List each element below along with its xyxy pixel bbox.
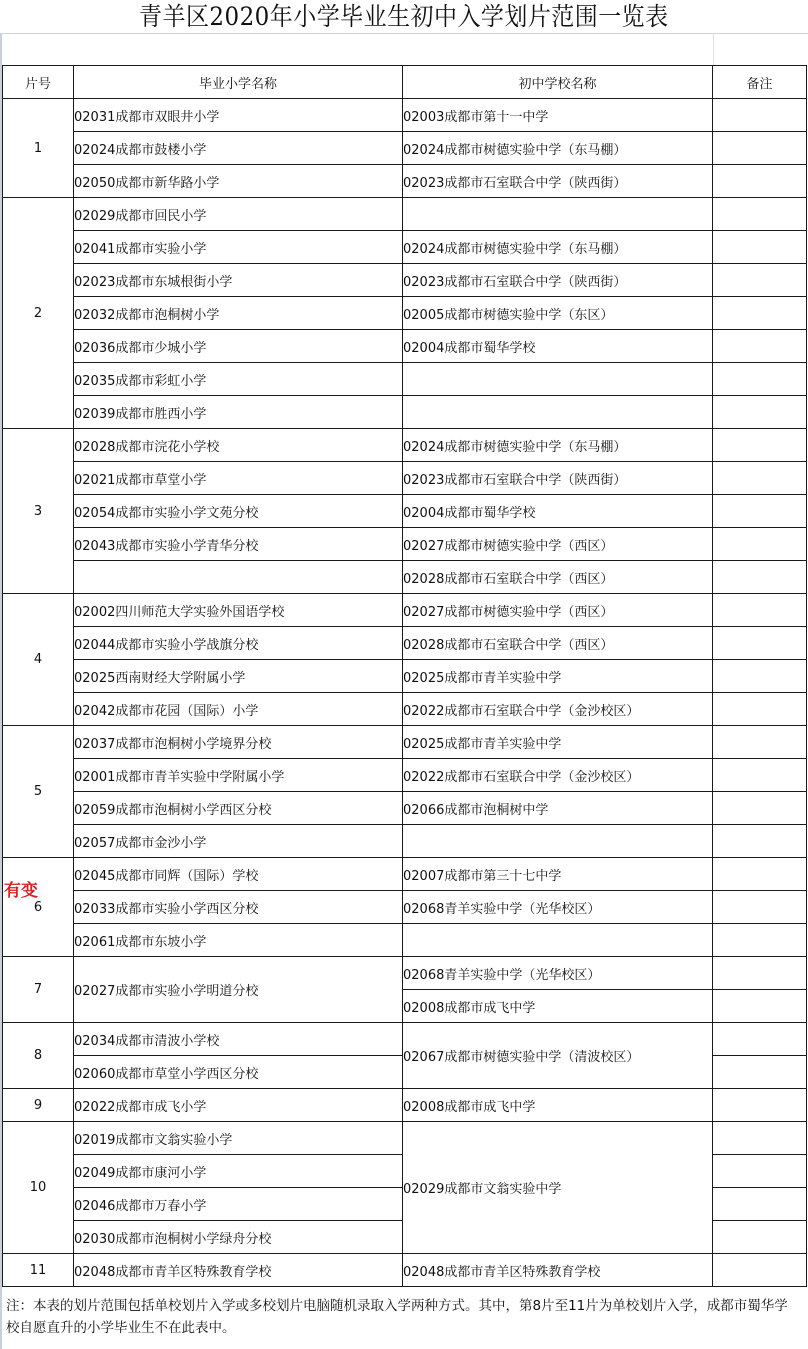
primary-school-cell: 02002四川师范大学实验外国语学校 — [74, 594, 403, 627]
table-row — [3, 297, 807, 330]
middle-school-cell: 02066成都市泡桐树中学 — [403, 792, 713, 825]
remark-cell — [713, 1155, 807, 1188]
pian-number-cell — [3, 99, 74, 198]
primary-school-cell: 02036成都市少城小学 — [74, 330, 403, 363]
primary-school-cell: 02044成都市实验小学战旗分校 — [74, 627, 403, 660]
remark-cell — [713, 297, 807, 330]
middle-school-cell: 02067成都市树德实验中学（清波校区） — [403, 1023, 713, 1089]
remark-cell — [713, 627, 807, 660]
remark-cell — [713, 891, 807, 924]
remark-cell — [713, 495, 807, 528]
pian-number-cell — [3, 1089, 74, 1122]
primary-school-cell: 02045成都市同辉（国际）学校 — [74, 858, 403, 891]
table-row — [3, 825, 807, 858]
remark-cell — [713, 1056, 807, 1089]
header-pian: 片号 — [3, 66, 74, 99]
middle-school-cell: 02029成都市文翁实验中学 — [403, 1122, 713, 1254]
table-row — [3, 891, 807, 924]
pian-number-text: 5 — [33, 784, 43, 799]
primary-school-cell: 02021成都市草堂小学 — [74, 462, 403, 495]
header-remark: 备注 — [713, 66, 807, 99]
remark-cell — [713, 660, 807, 693]
remark-cell — [713, 264, 807, 297]
middle-school-cell: 02024成都市树德实验中学（东马棚） — [403, 429, 713, 462]
header-primary-school: 毕业小学名称 — [74, 66, 403, 99]
middle-school-cell: 02068青羊实验中学（光华校区） — [403, 891, 713, 924]
table-row — [3, 1089, 807, 1122]
pian-number — [34, 1098, 42, 1113]
primary-school-cell: 02001成都市青羊实验中学附属小学 — [74, 759, 403, 792]
table-row — [3, 231, 807, 264]
header-middle-school: 初中学校名称 — [403, 66, 713, 99]
pian-number — [34, 982, 42, 997]
table-row — [3, 924, 807, 957]
table-row — [3, 198, 807, 231]
primary-school-cell: 02027成都市实验小学明道分校 — [74, 957, 403, 1023]
middle-school-cell: 02005成都市树德实验中学（东区） — [403, 297, 713, 330]
middle-school-cell: 02023成都市石室联合中学（陕西街） — [403, 165, 713, 198]
primary-school-cell: 02061成都市东坡小学 — [74, 924, 403, 957]
remark-cell — [713, 726, 807, 759]
primary-school-cell: 02029成都市回民小学 — [74, 198, 403, 231]
primary-school-cell: 02034成都市清波小学校 — [74, 1023, 403, 1056]
remark-cell — [713, 594, 807, 627]
pian-number — [34, 504, 42, 519]
middle-school-cell — [403, 396, 713, 429]
primary-school-cell: 02042成都市花园（国际）小学 — [74, 693, 403, 726]
middle-school-cell: 02068青羊实验中学（光华校区） — [403, 957, 713, 990]
table-row — [3, 528, 807, 561]
primary-school-cell: 02059成都市泡桐树小学西区分校 — [74, 792, 403, 825]
pian-number — [34, 1048, 42, 1063]
remark-cell — [713, 132, 807, 165]
pian-number-text: 9 — [33, 1097, 43, 1113]
primary-school-cell: 02041成都市实验小学 — [74, 231, 403, 264]
table-row — [3, 363, 807, 396]
remark-cell — [713, 957, 807, 990]
middle-school-cell: 02028成都市石室联合中学（西区） — [403, 627, 713, 660]
middle-school-cell: 02024成都市树德实验中学（东马棚） — [403, 231, 713, 264]
primary-school-cell: 02039成都市胜西小学 — [74, 396, 403, 429]
table-row — [3, 429, 807, 462]
middle-school-cell: 02004成都市蜀华学校 — [403, 330, 713, 363]
middle-school-cell: 02025成都市青羊实验中学 — [403, 726, 713, 759]
middle-school-cell — [403, 924, 713, 957]
middle-school-cell: 02003成都市第十一中学 — [403, 99, 713, 132]
primary-school-cell: 02032成都市泡桐树小学 — [74, 297, 403, 330]
primary-school-cell: 02024成都市鼓楼小学 — [74, 132, 403, 165]
pian-number-text: 10 — [29, 1180, 47, 1195]
pian-number-text: 8 — [33, 1048, 43, 1063]
primary-school-cell: 02028成都市浣花小学校 — [74, 429, 403, 462]
blank-row — [0, 33, 807, 65]
table-row — [3, 957, 807, 990]
pian-number-cell — [3, 858, 74, 957]
middle-school-cell — [403, 198, 713, 231]
primary-school-cell: 02023成都市东城根街小学 — [74, 264, 403, 297]
pian-number-text: 11 — [29, 1262, 47, 1278]
primary-school-cell: 02049成都市康河小学 — [74, 1155, 403, 1188]
remark-cell — [713, 1188, 807, 1221]
pian-number — [34, 784, 42, 799]
remark-cell — [713, 396, 807, 429]
pian-number-cell — [3, 1122, 74, 1254]
table-row — [3, 561, 807, 594]
middle-school-cell: 02025成都市青羊实验中学 — [403, 660, 713, 693]
remark-cell — [713, 231, 807, 264]
middle-school-cell: 02027成都市树德实验中学（西区） — [403, 528, 713, 561]
pian-number-cell — [3, 1023, 74, 1089]
middle-school-cell — [403, 363, 713, 396]
remark-cell — [713, 825, 807, 858]
pian-number-text: 4 — [33, 652, 43, 667]
primary-school-cell: 02022成都市成飞小学 — [74, 1089, 403, 1122]
pian-number — [30, 1263, 47, 1278]
table-row — [3, 759, 807, 792]
remark-cell — [713, 924, 807, 957]
pian-number — [34, 652, 42, 667]
pian-number-text: 7 — [33, 982, 43, 997]
table-row — [3, 396, 807, 429]
table-row — [3, 1254, 807, 1287]
pian-number-text: 2 — [33, 305, 43, 321]
middle-school-cell — [403, 825, 713, 858]
primary-school-cell: 02031成都市双眼井小学 — [74, 99, 403, 132]
primary-school-cell — [74, 561, 403, 594]
middle-school-cell: 02027成都市树德实验中学（西区） — [403, 594, 713, 627]
remark-cell — [713, 429, 807, 462]
middle-school-cell: 02008成都市成飞中学 — [403, 1089, 713, 1122]
table-body — [3, 99, 807, 1287]
remark-cell — [713, 1122, 807, 1155]
remark-cell — [713, 528, 807, 561]
primary-school-cell: 02054成都市实验小学文苑分校 — [74, 495, 403, 528]
primary-school-cell: 02033成都市实验小学西区分校 — [74, 891, 403, 924]
table-row — [3, 495, 807, 528]
remark-cell — [713, 858, 807, 891]
table-row — [3, 627, 807, 660]
primary-school-cell: 02037成都市泡桐树小学境界分校 — [74, 726, 403, 759]
remark-cell — [713, 363, 807, 396]
remark-cell — [713, 330, 807, 363]
primary-school-cell: 02046成都市万春小学 — [74, 1188, 403, 1221]
remark-cell — [713, 99, 807, 132]
remark-cell — [713, 1254, 807, 1287]
primary-school-cell: 02025西南财经大学附属小学 — [74, 660, 403, 693]
pian-number — [34, 141, 42, 156]
table-row — [3, 858, 807, 891]
pian-number-cell — [3, 726, 74, 858]
middle-school-cell: 02004成都市蜀华学校 — [403, 495, 713, 528]
remark-cell — [713, 792, 807, 825]
primary-school-cell: 02035成都市彩虹小学 — [74, 363, 403, 396]
remark-cell — [713, 1023, 807, 1056]
table-row — [3, 462, 807, 495]
table-row — [3, 330, 807, 363]
table-row — [3, 99, 807, 132]
table-row — [3, 165, 807, 198]
middle-school-cell: 02007成都市第三十七中学 — [403, 858, 713, 891]
primary-school-cell: 02030成都市泡桐树小学绿舟分校 — [74, 1221, 403, 1254]
remark-cell — [713, 198, 807, 231]
title-row — [0, 0, 808, 34]
table-row — [3, 264, 807, 297]
pian-number-text: 3 — [33, 503, 43, 519]
footnote: 注：本表的划片范围包括单校划片入学或多校划片电脑随机录取入学两种方式。其中，第8片至11片为单校划片入学，成都市蜀华学校自愿直升的小学毕业生不在此表中。 — [6, 1298, 788, 1336]
middle-school-cell: 02048成都市青羊区特殊教育学校 — [403, 1254, 713, 1287]
remark-cell — [713, 759, 807, 792]
remark-cell — [713, 165, 807, 198]
middle-school-cell: 02023成都市石室联合中学（陕西街） — [403, 264, 713, 297]
middle-school-cell: 02008成都市成飞中学 — [403, 990, 713, 1023]
middle-school-cell: 02022成都市石室联合中学（金沙校区） — [403, 693, 713, 726]
pian-number-text: 1 — [33, 140, 43, 156]
remark-cell — [713, 561, 807, 594]
remark-cell — [713, 462, 807, 495]
pian-number — [30, 1180, 47, 1195]
table-row — [3, 726, 807, 759]
primary-school-cell: 02019成都市文翁实验小学 — [74, 1122, 403, 1155]
primary-school-cell: 02060成都市草堂小学西区分校 — [74, 1056, 403, 1089]
remark-cell — [713, 990, 807, 1023]
middle-school-cell: 02022成都市石室联合中学（金沙校区） — [403, 759, 713, 792]
pian-number-cell — [3, 429, 74, 594]
page-title: 青羊区2020年小学毕业生初中入学划片范围一览表 — [139, 2, 669, 31]
pian-number-cell — [3, 198, 74, 429]
remark-cell — [713, 693, 807, 726]
table-row — [3, 660, 807, 693]
primary-school-cell: 02050成都市新华路小学 — [74, 165, 403, 198]
table-row — [3, 1023, 807, 1056]
pian-number-cell — [3, 957, 74, 1023]
pian-number-cell — [3, 1254, 74, 1287]
table-row — [3, 594, 807, 627]
pian-number-cell — [3, 594, 74, 726]
table-row — [3, 792, 807, 825]
middle-school-cell: 02024成都市树德实验中学（东马棚） — [403, 132, 713, 165]
primary-school-cell: 02057成都市金沙小学 — [74, 825, 403, 858]
remark-cell — [713, 1089, 807, 1122]
remark-cell — [713, 1221, 807, 1254]
middle-school-cell: 02023成都市石室联合中学（陕西街） — [403, 462, 713, 495]
primary-school-cell: 02048成都市青羊区特殊教育学校 — [74, 1254, 403, 1287]
table-row — [3, 132, 807, 165]
primary-school-cell: 02043成都市实验小学青华分校 — [74, 528, 403, 561]
changed-tag: 有变 — [3, 880, 38, 901]
districting-table — [2, 65, 807, 1287]
table-row — [3, 1122, 807, 1155]
pian-number-text: 6 — [33, 899, 43, 915]
pian-number — [3, 880, 43, 915]
middle-school-cell: 02028成都市石室联合中学（西区） — [403, 561, 713, 594]
pian-number — [34, 306, 42, 321]
header-row — [3, 66, 807, 99]
table-row — [3, 693, 807, 726]
